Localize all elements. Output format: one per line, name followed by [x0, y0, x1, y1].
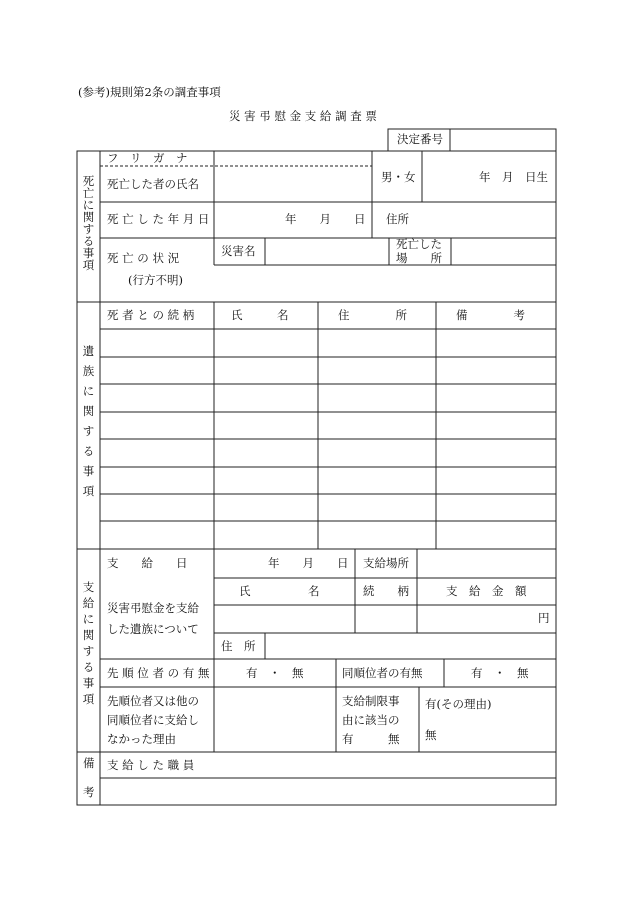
restriction-label-3: 有 無 — [342, 732, 400, 746]
section-char: に — [82, 384, 95, 398]
reason-label-3: なかった理由 — [107, 732, 176, 746]
family-name-header: 氏 名 — [231, 308, 289, 322]
death-situation-label: 死 亡 の 状 況 — [107, 251, 180, 265]
reason-label-2: 同順位者に支給し — [107, 713, 199, 727]
reference-note: (参考)規則第2条の調査事項 — [78, 85, 221, 99]
same-rank-value[interactable]: 有 ・ 無 — [471, 666, 529, 680]
decision-number-field[interactable] — [455, 133, 551, 148]
section-char: 亡 — [82, 186, 95, 200]
section-char: 支 — [82, 580, 95, 594]
section-char: 死 — [82, 174, 95, 188]
form-title: 災 害 弔 慰 金 支 給 調 査 票 — [229, 109, 377, 123]
death-place-label: 死亡した — [396, 237, 442, 251]
yen-unit: 円 — [538, 611, 550, 625]
family-section-label — [77, 346, 100, 506]
section-char: に — [82, 198, 95, 212]
decision-number-label: 決定番号 — [397, 132, 443, 146]
disaster-name-label: 災害名 — [221, 244, 256, 258]
section-char: す — [82, 424, 95, 438]
family-address-header: 住 所 — [338, 308, 407, 322]
section-char: る — [82, 234, 95, 248]
restriction-label-2: 由に該当の — [342, 713, 400, 727]
section-char: 事 — [82, 246, 95, 260]
section-char: 事 — [82, 676, 95, 690]
sex-label: 男・女 — [381, 170, 416, 184]
deceased-address-label: 住所 — [386, 212, 409, 226]
recipient-family-label: 災害弔慰金を支給 — [107, 601, 199, 615]
section-char: 項 — [82, 258, 95, 272]
section-char: 関 — [82, 628, 95, 642]
payment-date-label: 支 給 日 — [107, 556, 188, 570]
priority-label: 先 順 位 者 の 有 無 — [107, 666, 210, 680]
same-rank-label: 同順位者の有無 — [342, 666, 423, 680]
section-char: に — [82, 612, 95, 626]
death-date-value: 年 月 日 — [285, 212, 366, 226]
recipient-relation-header: 続 柄 — [363, 584, 409, 598]
section-char: 関 — [82, 210, 95, 224]
family-remarks-header: 備 考 — [456, 308, 525, 322]
staff-label: 支 給 し た 職 員 — [107, 758, 195, 772]
section-char: 遺 — [82, 344, 95, 358]
section-char: 項 — [82, 484, 95, 498]
death-place-label-2: 場 所 — [396, 251, 442, 265]
section-char: 族 — [82, 364, 95, 378]
section-char: 事 — [82, 464, 95, 478]
payment-place-label: 支給場所 — [363, 556, 409, 570]
section-char: 給 — [82, 596, 95, 610]
death-date-label: 死 亡 し た 年 月 日 — [107, 212, 210, 226]
restriction-no-option[interactable]: 無 — [425, 728, 437, 742]
remarks-section-char-2: 考 — [83, 785, 95, 799]
priority-value[interactable]: 有 ・ 無 — [246, 666, 304, 680]
section-char: す — [82, 644, 95, 658]
recipient-address-label: 住 所 — [221, 639, 256, 653]
deceased-name-label: 死亡した者の氏名 — [107, 177, 199, 191]
recipient-name-header: 氏 名 — [239, 584, 320, 598]
furigana-label: フ リ ガ ナ — [107, 151, 188, 165]
payment-section-label — [77, 582, 100, 710]
reason-label: 先順位者又は他の — [107, 694, 199, 708]
section-char: す — [82, 222, 95, 236]
section-char: る — [82, 444, 95, 458]
remarks-section-char: 備 — [83, 756, 95, 770]
missing-label: (行方不明) — [128, 273, 183, 287]
recipient-family-label-2: した遺族について — [107, 622, 199, 636]
restriction-yes-option[interactable]: 有(その理由) — [425, 697, 492, 711]
section-char: 項 — [82, 692, 95, 706]
birth-date-label: 年 月 日生 — [479, 170, 548, 184]
section-char: る — [82, 660, 95, 674]
payment-amount-header: 支 給 金 額 — [446, 584, 527, 598]
section-char: 関 — [82, 404, 95, 418]
restriction-label: 支給制限事 — [342, 694, 400, 708]
payment-date-value: 年 月 日 — [268, 556, 349, 570]
relation-header: 死 者 と の 続 柄 — [107, 308, 195, 322]
deceased-section-label — [77, 176, 100, 272]
